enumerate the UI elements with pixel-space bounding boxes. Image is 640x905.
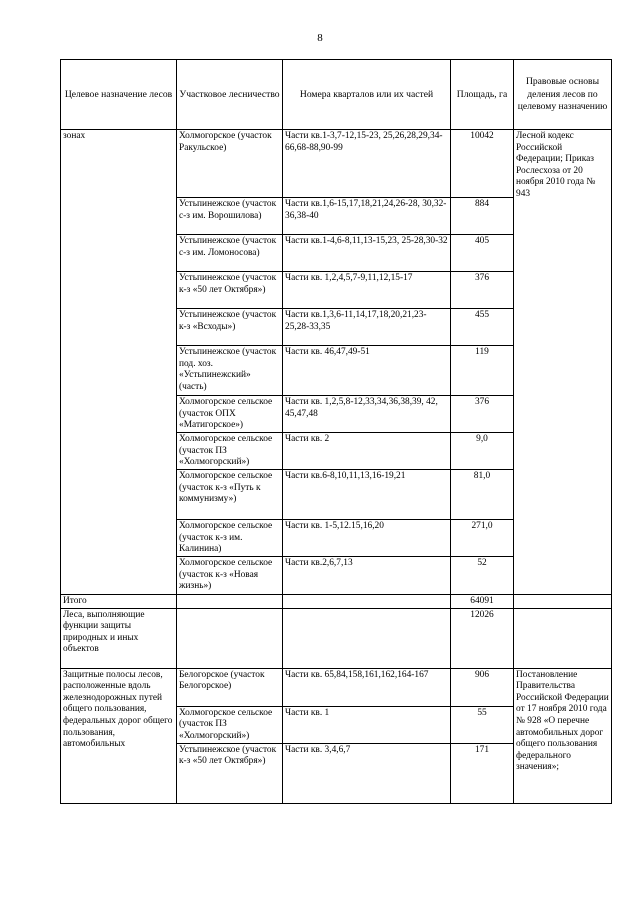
forestry-cell: Устьпинежское (участок к-з «50 лет Октября») [177,272,283,309]
protective-purpose: Леса, выполняющие функции защиты природных и иных объектов [61,608,177,668]
forestry-cell: Белогорское (участок Белогорское) [177,668,283,706]
forestry-cell: Холмогорское сельское (участок ОПХ «Матигорское») [177,396,283,433]
quarters-cell: Части кв.2,6,7,13 [283,557,451,595]
forestry-cell: Устьпинежское (участок под. хоз. «Устьпинежский» (часть) [177,346,283,396]
forestry-cell: Холмогорское сельское (участок ПЗ «Холмогорский») [177,706,283,743]
area-cell: 10042 [451,130,514,198]
area-cell: 405 [451,235,514,272]
forestry-cell: Устьпинежское (участок к-з «Всходы») [177,309,283,346]
forest-purpose-table [60,59,612,804]
area-cell: 55 [451,706,514,743]
forestry-cell: Холмогорское сельское (участок к-з «Новая жизнь») [177,557,283,595]
quarters-cell: Части кв. 1 [283,706,451,743]
legal-basis-cell: Постановление Правительства Российской Федерации от 17 ноября 2010 года № 928 «О перечне автомобильных дорог общего пользования федерального значения»; [514,668,612,803]
table-row [61,668,612,706]
purpose-cell: зонах [61,130,177,595]
quarters-cell: Части кв. 1,2,5,8-12,33,34,36,38,39, 42, 45,47,48 [283,396,451,433]
forestry-cell: Устьпинежское (участок с-з им. Ломоносова) [177,235,283,272]
area-cell: 81,0 [451,470,514,520]
quarters-cell: Части кв. 1,2,4,5,7-9,11,12,15-17 [283,272,451,309]
legal-basis-cell: Лесной кодекс Российской Федерации; Приказ Рослесхоза от 20 ноября 2010 года № 943 [514,130,612,595]
area-cell: 271,0 [451,520,514,557]
header-quarters: Номера кварталов или их частей [283,60,451,130]
page-number: 8 [317,32,323,44]
protective-row [61,608,612,668]
area-cell: 376 [451,396,514,433]
protective-area: 12026 [451,608,514,668]
quarters-cell: Части кв. 65,84,158,161,162,164-167 [283,668,451,706]
forestry-cell: Холмогорское сельское (участок к-з им. Калинина) [177,520,283,557]
header-area: Площадь, га [451,60,514,130]
area-cell: 119 [451,346,514,396]
area-cell: 9,0 [451,433,514,470]
forestry-cell: Устьпинежское (участок с-з им. Ворошилова) [177,198,283,235]
area-cell: 52 [451,557,514,595]
quarters-cell: Части кв. 2 [283,433,451,470]
area-cell: 906 [451,668,514,706]
area-cell: 455 [451,309,514,346]
area-cell: 884 [451,198,514,235]
header-legal-basis: Правовые основы деления лесов по целевому назначению [514,60,612,130]
forestry-cell: Холмогорское сельское (участок ПЗ «Холмогорский») [177,433,283,470]
quarters-cell: Части кв.6-8,10,11,13,16-19,21 [283,470,451,520]
total-row [61,595,612,609]
quarters-cell: Части кв.1-3,7-12,15-23, 25,26,28,29,34-66,68-88,90-99 [283,130,451,198]
area-cell: 171 [451,743,514,803]
total-label: Итого [61,595,177,609]
header-purpose: Целевое назначение лесов [61,60,177,130]
quarters-cell: Части кв. 1-5,12.15,16,20 [283,520,451,557]
purpose-cell: Защитные полосы лесов, расположенные вдоль железнодорожных путей общего пользования, федеральных дорог общего пользования, автомобильных [61,668,177,803]
forestry-cell: Холмогорское (участок Ракульское) [177,130,283,198]
quarters-cell: Части кв.1-4,6-8,11,13-15,23, 25-28,30-32 [283,235,451,272]
total-area: 64091 [451,595,514,609]
table-row [61,130,612,198]
quarters-cell: Части кв.1,3,6-11,14,17,18,20,21,23-25,28-33,35 [283,309,451,346]
forestry-cell: Устьпинежское (участок к-з «50 лет Октября») [177,743,283,803]
header-forestry: Участковое лесничество [177,60,283,130]
quarters-cell: Части кв. 46,47,49-51 [283,346,451,396]
area-cell: 376 [451,272,514,309]
quarters-cell: Части кв. 3,4,6,7 [283,743,451,803]
quarters-cell: Части кв.1,6-15,17,18,21,24,26-28, 30,32-36,38-40 [283,198,451,235]
forestry-cell: Холмогорское сельское (участок к-з «Путь к коммунизму») [177,470,283,520]
